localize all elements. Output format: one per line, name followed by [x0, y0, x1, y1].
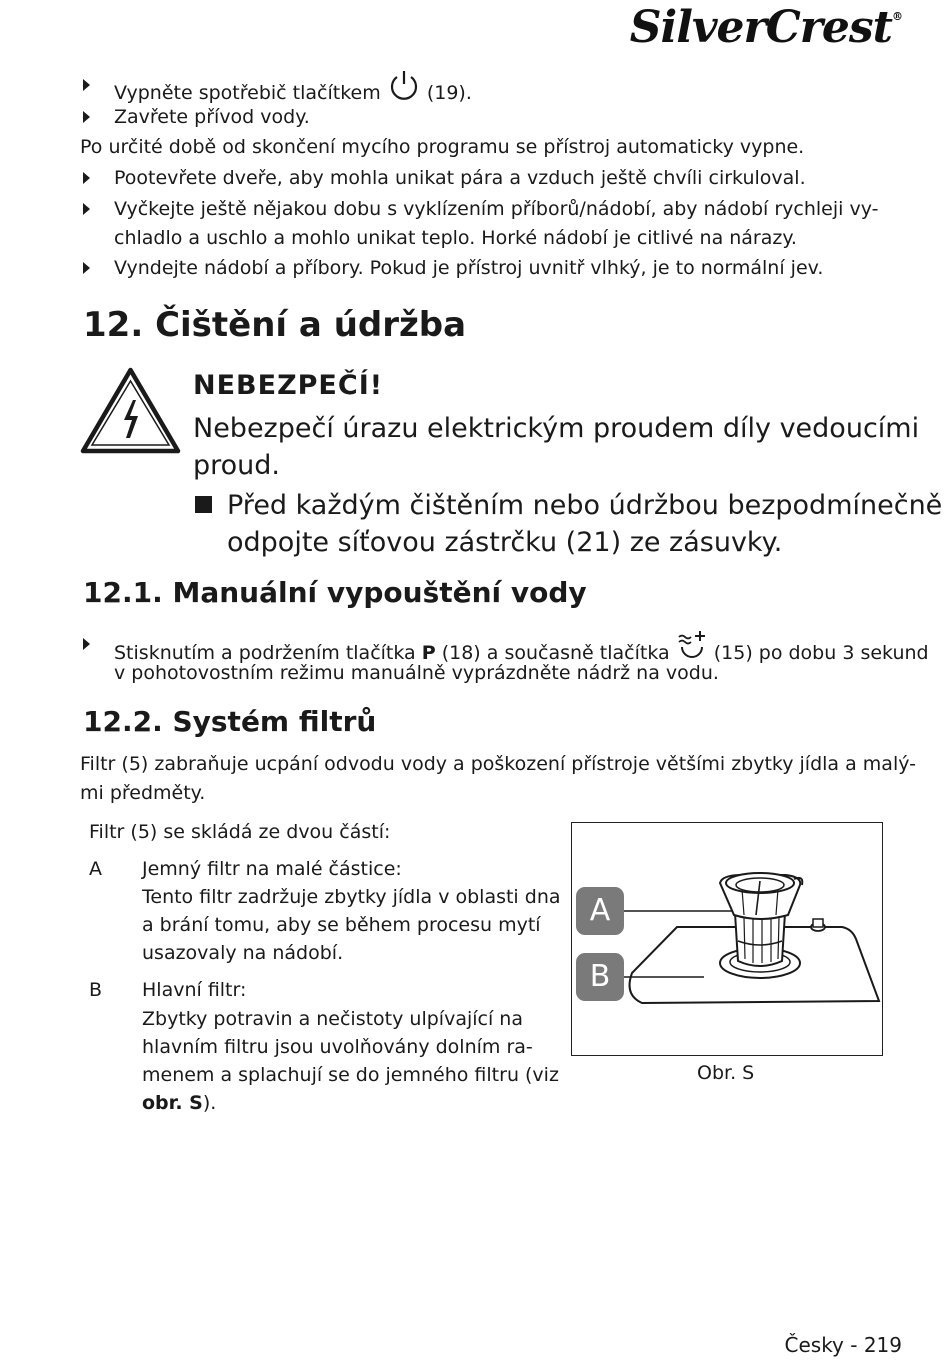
item-text: menem a splachují se do jemného filtru (viz: [142, 1064, 559, 1086]
warning-item: Před každým čištěním nebo údržbou bezpodmínečně: [227, 490, 943, 521]
item-text: Hlavní filtr:: [142, 979, 247, 1001]
item-text: Jemný filtr na malé částice:: [142, 858, 402, 880]
filter-illustration: [572, 823, 882, 1055]
drain-icon: [676, 630, 708, 662]
warning-text: Nebezpečí úrazu elektrickým proudem díly vedoucími: [193, 413, 920, 444]
item-text: Zbytky potravin a nečistoty ulpívající na: [142, 1008, 523, 1030]
item-text: hlavním filtru jsou uvolňovány dolním ra-: [142, 1036, 533, 1058]
list-item-continuation: chladlo a uschlo a mohlo unikat teplo. Horké nádobí je citlivé na nárazy.: [114, 227, 797, 249]
figure-label-b: B: [576, 953, 624, 1001]
paragraph: mi předměty.: [80, 782, 206, 804]
bullet-arrow-icon: [83, 111, 90, 123]
list-item-continuation: v pohotovostním režimu manuálně vyprázdněte nádrž na vodu.: [114, 662, 719, 684]
warning-title: NEBEZPEČÍ!: [193, 370, 384, 401]
figure-label-a: A: [576, 887, 624, 935]
power-icon: [387, 71, 421, 101]
item-text: a brání tomu, aby se během procesu mytí: [142, 914, 541, 936]
item-letter: B: [89, 979, 103, 1001]
bullet-arrow-icon: [83, 79, 90, 91]
bullet-arrow-icon: [83, 262, 90, 274]
bullet-arrow-icon: [83, 203, 90, 215]
item-text: obr. S).: [142, 1092, 217, 1114]
paragraph: Po určité době od skončení mycího programu se přístroj automaticky vypne.: [80, 136, 805, 158]
item-text: usazovaly na nádobí.: [142, 942, 344, 964]
paragraph: Filtr (5) zabraňuje ucpání odvodu vody a poškození přístroje většími zbytky jídla a malý-: [80, 753, 916, 775]
page-number: Česky - 219: [784, 1333, 902, 1357]
figure-frame: [571, 822, 883, 1056]
subsection-heading: 12.2. Systém filtrů: [83, 705, 377, 738]
paragraph: Filtr (5) se skládá ze dvou částí:: [89, 821, 391, 843]
subsection-heading: 12.1. Manuální vypouštění vody: [83, 576, 587, 609]
warning-item: odpojte síťovou zástrčku (21) ze zásuvky.: [227, 527, 783, 558]
figure-caption: Obr. S: [697, 1062, 755, 1084]
item-text: Tento filtr zadržuje zbytky jídla v oblasti dna: [142, 886, 561, 908]
section-heading: 12. Čištění a údržba: [83, 305, 467, 345]
bullet-arrow-icon: [83, 638, 90, 650]
item-letter: A: [89, 858, 102, 880]
warning-text: proud.: [193, 450, 280, 481]
warning-triangle-icon: [80, 367, 181, 454]
bullet-arrow-icon: [83, 172, 90, 184]
square-bullet-icon: [195, 496, 212, 513]
brand-logo: SilverCrest®: [629, 2, 902, 53]
